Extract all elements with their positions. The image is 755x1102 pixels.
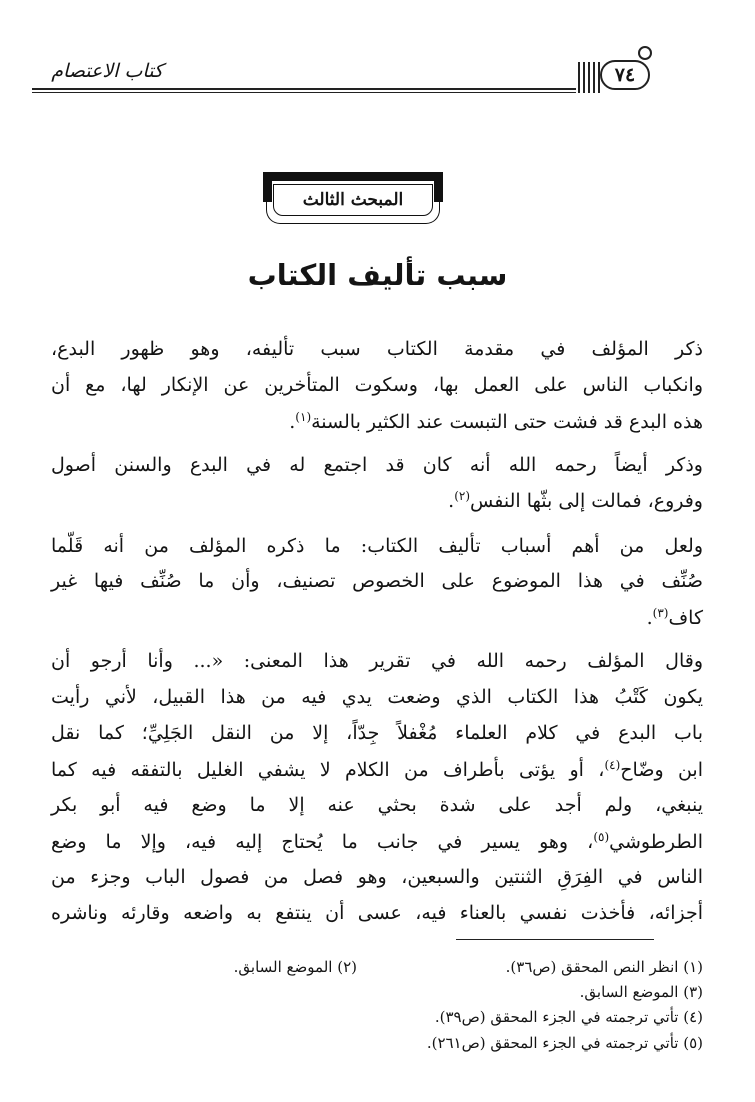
body-line: يكون كَتْبُ هذا الكتاب الذي وضعت يدي فيه من هذا القبيل، لأني رأيت — [51, 686, 703, 708]
chapter-title: سبب تأليف الكتاب — [247, 258, 508, 292]
note-ref: (٥) — [593, 830, 610, 844]
footnote: (٣) الموضع السابق. — [579, 983, 703, 1001]
footnote: (١) انظر النص المحقق (ص٣٦). — [505, 958, 703, 976]
note-ref: (١) — [295, 410, 312, 424]
footnote-separator — [456, 939, 654, 940]
body-line: وقال المؤلف رحمه الله في تقرير هذا المعنى: «... وأنا أرجو أن — [51, 650, 703, 672]
body-line: هذه البدع قد فشت حتى التبست عند الكثير بالسنة$^{(١)}$. — [289, 410, 703, 433]
body-line: أجزائه، فأخذت نفسي بالعناء فيه، عسى أن ينتفع به واضعه وقارئه وناشره — [51, 902, 703, 924]
body-line: باب البدع في كلام العلماء مُغْفلاً جِدّاً، إلا من النقل الجَلِيِّ؛ كما نقل — [51, 722, 703, 744]
running-header-title: كتاب الاعتصام — [51, 60, 163, 82]
body-line: الطرطوشي$^{(٥)}$، وهو يسير في جانب ما يُحتاج إليه فيه، وإلا ما وضع — [51, 830, 703, 853]
footnote: (٥) تأتي ترجمته في الجزء المحقق (ص٢٦١). — [426, 1034, 703, 1052]
body-line: كاف$^{(٣)}$. — [646, 606, 703, 629]
body-line: ابن وضّاح$^{(٤)}$، أو يؤتى بأطراف من الكلام لا يشفي الغليل بالتفقه فيه كما — [51, 758, 703, 781]
page-number-ornament-icon — [638, 46, 652, 60]
body-line: ينبغي، ولم أجد على شدة بحثي عنه إلا ما وضع فيه أبو بكر — [51, 794, 703, 816]
header-rule-thin — [32, 92, 576, 93]
header-rule — [32, 88, 576, 90]
page-number: ٧٤ — [600, 60, 650, 90]
body-line: ذكر المؤلف في مقدمة الكتاب سبب تأليفه، وهو ظهور البدع، — [51, 338, 703, 360]
body-line: وذكر أيضاً رحمه الله أنه كان قد اجتمع له في البدع والسنن أصول — [51, 454, 703, 476]
body-line: ولعل من أهم أسباب تأليف الكتاب: ما ذكره المؤلف من أنه قَلّما — [51, 535, 703, 557]
section-label: المبحث الثالث — [273, 184, 433, 216]
footnote: (٤) تأتي ترجمته في الجزء المحقق (ص٣٩). — [434, 1008, 703, 1026]
body-line: وانكباب الناس على العمل بها، وسكوت المتأخرين عن الإنكار لها، مع أن — [51, 374, 703, 396]
body-line: الناس في الفِرَقِ الثنتين والسبعين، وهو فصل من فصول الباب وجزء من — [51, 866, 703, 888]
body-line: صُنِّف في هذا الموضوع على الخصوص تصنيف، وأن ما صُنِّف فيها غير — [51, 570, 703, 592]
note-ref: (٤) — [604, 758, 621, 772]
note-ref: (٢) — [454, 489, 471, 503]
section-label-frame — [263, 172, 443, 230]
footnote: (٢) الموضع السابق. — [233, 958, 357, 976]
header-ornament-bars — [576, 62, 602, 93]
body-line: وفروع، فمالت إلى بثّها النفس$^{(٢)}$. — [448, 489, 703, 512]
note-ref: (٣) — [652, 606, 669, 620]
